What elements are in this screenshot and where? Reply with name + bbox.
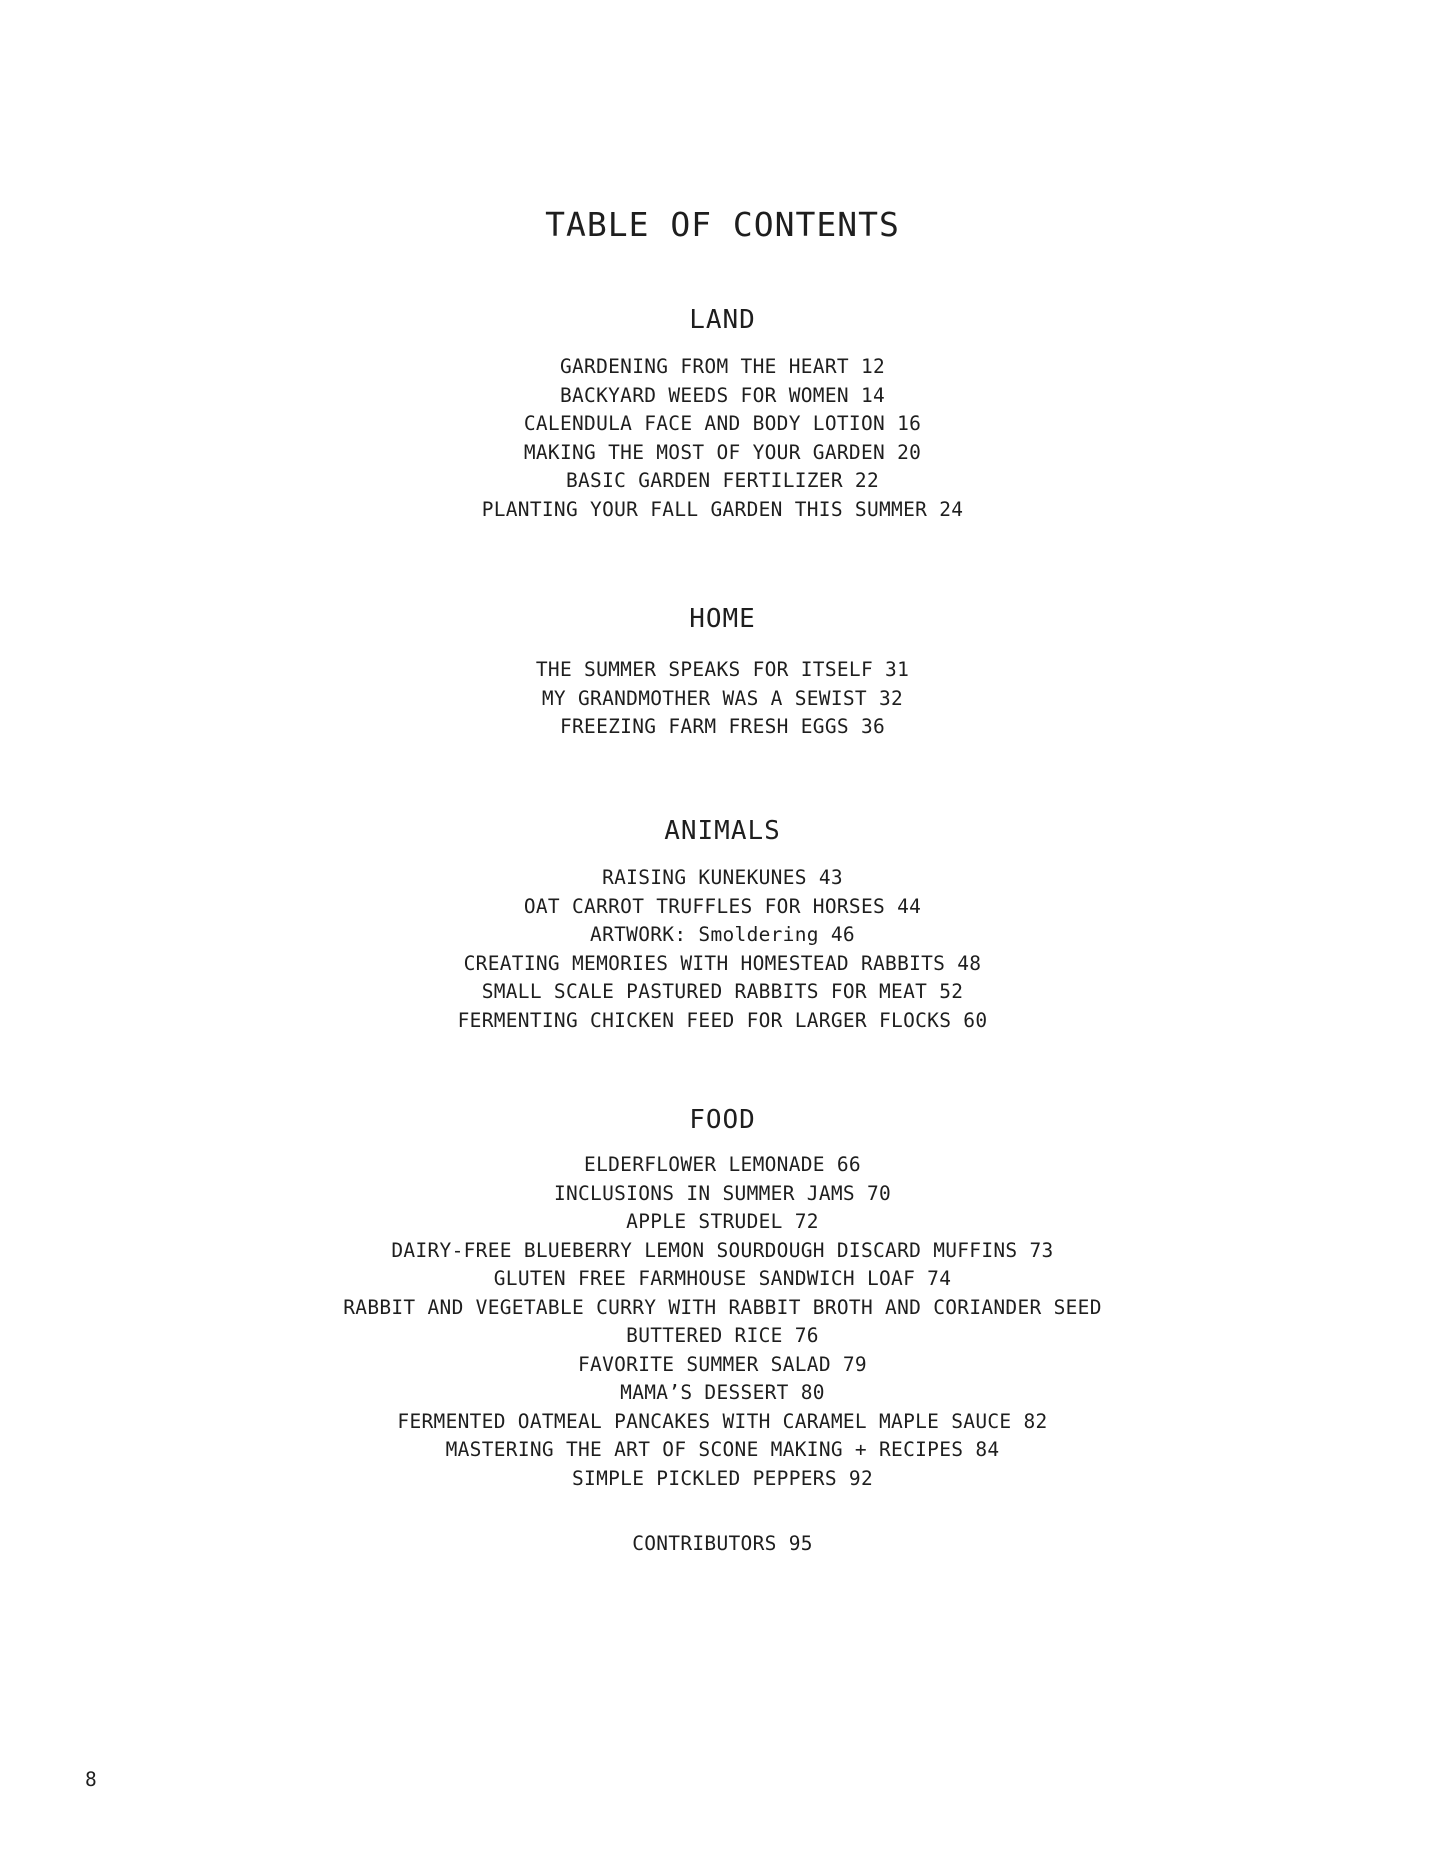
- section-food: [0, 1103, 1445, 1493]
- toc-entry: FREEZING FARM FRESH EGGS 36: [559, 715, 886, 738]
- toc-entry: INCLUSIONS IN SUMMER JAMS 70: [553, 1181, 892, 1205]
- toc-entry: GARDENING FROM THE HEART 12: [559, 355, 886, 378]
- toc-entry: THE SUMMER SPEAKS FOR ITSELF 31: [535, 658, 910, 681]
- section-heading-home: HOME: [689, 604, 756, 634]
- toc-entry: BUTTERED RICE 76: [626, 1324, 819, 1347]
- toc-entry: DAIRY-FREE BLUEBERRY LEMON SOURDOUGH DISCARD MUFFINS 73: [391, 1238, 1054, 1262]
- contributors-entry: CONTRIBUTORS 95: [632, 1532, 813, 1555]
- toc-entry: CALENDULA FACE AND BODY LOTION 16: [523, 412, 922, 435]
- toc-entry: FERMENTED OATMEAL PANCAKES WITH CARAMEL MAPLE SAUCE 82: [397, 1409, 1048, 1433]
- toc-entry: GLUTEN FREE FARMHOUSE SANDWICH LOAF 74: [493, 1267, 952, 1290]
- toc-entry: MY GRANDMOTHER WAS A SEWIST 32: [541, 686, 904, 710]
- page-number: 8: [85, 1768, 97, 1791]
- toc-entry: OAT CARROT TRUFFLES FOR HORSES 44: [523, 894, 922, 918]
- toc-entry: SIMPLE PICKLED PEPPERS 92: [572, 1466, 873, 1490]
- toc-entry: BASIC GARDEN FERTILIZER 22: [565, 469, 880, 492]
- toc-entry: RABBIT AND VEGETABLE CURRY WITH RABBIT BROTH AND CORIANDER SEED: [343, 1295, 1102, 1319]
- entry-list-food: [0, 1151, 1445, 1493]
- section-animals: [0, 814, 1445, 1035]
- entry-list-land: [0, 353, 1445, 524]
- section-heading-land: LAND: [689, 305, 756, 335]
- toc-entry: FAVORITE SUMMER SALAD 79: [578, 1352, 867, 1376]
- section-land: [0, 303, 1445, 524]
- toc-entry: MAMA’S DESSERT 80: [620, 1381, 825, 1404]
- page-title: TABLE OF CONTENTS: [545, 205, 900, 244]
- toc-entry: MAKING THE MOST OF YOUR GARDEN 20: [523, 440, 922, 464]
- toc-entry: ELDERFLOWER LEMONADE 66: [584, 1153, 861, 1176]
- toc-entry: MASTERING THE ART OF SCONE MAKING + RECIPES 84: [445, 1438, 1000, 1461]
- entry-list-animals: [0, 864, 1445, 1035]
- toc-entry: PLANTING YOUR FALL GARDEN THIS SUMMER 24: [481, 497, 964, 521]
- toc-entry: APPLE STRUDEL 72: [626, 1210, 819, 1233]
- section-heading-animals: ANIMALS: [664, 816, 781, 846]
- toc-entry: CREATING MEMORIES WITH HOMESTEAD RABBITS 48: [463, 951, 982, 975]
- section-heading-food: FOOD: [689, 1105, 756, 1135]
- toc-entry: RAISING KUNEKUNES 43: [602, 866, 843, 889]
- toc-entry: BACKYARD WEEDS FOR WOMEN 14: [559, 383, 886, 407]
- section-home: [0, 602, 1445, 742]
- toc-entry: ARTWORK: Smoldering 46: [590, 923, 855, 946]
- toc-entry: SMALL SCALE PASTURED RABBITS FOR MEAT 52: [481, 980, 964, 1003]
- toc-entry: FERMENTING CHICKEN FEED FOR LARGER FLOCKS 60: [457, 1008, 988, 1032]
- entry-list-home: [0, 656, 1445, 742]
